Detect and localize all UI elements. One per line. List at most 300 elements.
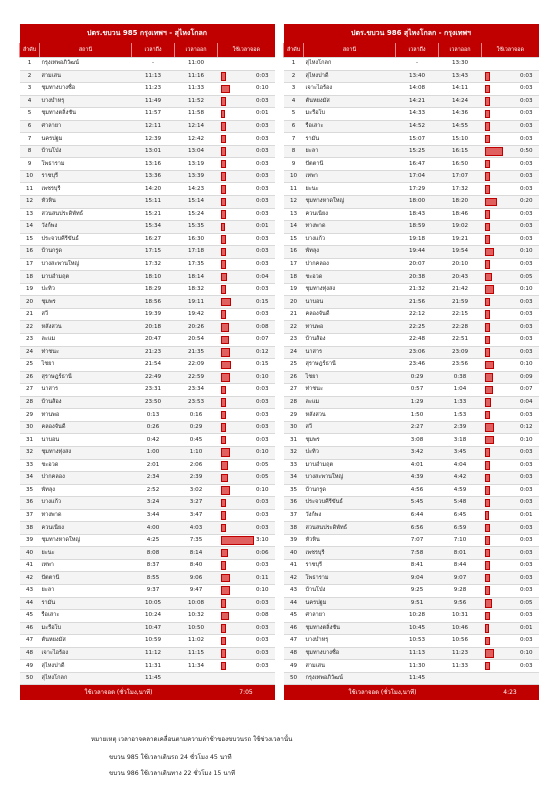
dwell-value: 0:03 [519, 85, 533, 92]
table-row [20, 635, 275, 648]
dwell-time [482, 95, 539, 108]
dwell-bar [485, 248, 494, 257]
arrival-time: 4:39 [396, 472, 439, 485]
station-name: บ้านกรูด [40, 246, 132, 259]
table-row [20, 120, 275, 133]
row-number: 6 [20, 120, 40, 133]
departure-time: 0:45 [175, 434, 218, 447]
arrival-time: 3:24 [132, 497, 175, 510]
station-name: พัทลุง [304, 246, 396, 259]
row-number: 12 [20, 196, 40, 209]
dwell-value: 0:03 [519, 135, 533, 142]
row-number: 42 [20, 572, 40, 585]
station-name: คลองจันดี [40, 421, 132, 434]
dwell-time [218, 308, 275, 321]
arrival-time: 10:28 [396, 610, 439, 623]
dwell-value: 0:10 [519, 649, 533, 656]
row-number: 8 [284, 145, 304, 158]
dwell-value: 0:09 [519, 373, 533, 380]
arrival-time: 12:11 [132, 120, 175, 133]
row-number: 36 [284, 497, 304, 510]
row-number: 18 [284, 271, 304, 284]
row-number: 30 [20, 421, 40, 434]
dwell-time [218, 522, 275, 535]
table-row [284, 58, 539, 71]
table-row [20, 672, 275, 685]
table-row [20, 396, 275, 409]
dwell-bar [221, 386, 227, 395]
dwell-value: 0:03 [519, 336, 533, 343]
departure-time: 23:56 [439, 359, 482, 372]
departure-time: 8:40 [175, 559, 218, 572]
dwell-time [482, 497, 539, 510]
station-name: มะรือโบ [40, 622, 132, 635]
dwell-bar [485, 574, 491, 583]
station-name: ปะทิว [40, 283, 132, 296]
row-number: 41 [284, 559, 304, 572]
station-name: รือเสาะ [304, 120, 396, 133]
dwell-time [218, 459, 275, 472]
station-name: ปากคลอง [40, 472, 132, 485]
row-number: 22 [284, 321, 304, 334]
table-row [284, 246, 539, 259]
arrival-time: 15:21 [132, 208, 175, 221]
dwell-time [482, 622, 539, 635]
arrival-time: 22:48 [396, 334, 439, 347]
station-name: รามัน [304, 133, 396, 146]
row-number: 13 [284, 208, 304, 221]
dwell-time [482, 660, 539, 673]
row-number: 1 [20, 58, 40, 71]
station-name: ยะนะ [40, 547, 132, 560]
departure-time: 23:34 [175, 384, 218, 397]
travel-time-985: ขบวน 985 ใช้เวลาเดินรถ 24 ชั่วโมง 45 นาที [109, 754, 232, 761]
departure-time: 10:32 [175, 610, 218, 623]
row-number: 15 [284, 233, 304, 246]
arrival-time: 14:08 [396, 83, 439, 96]
dwell-value: 0:03 [519, 97, 533, 104]
dwell-time [482, 409, 539, 422]
departure-time: 13:19 [175, 158, 218, 171]
dwell-value: 0:50 [519, 148, 533, 155]
station-name: ละแม [40, 334, 132, 347]
dwell-value: 0:03 [519, 587, 533, 594]
table-row [284, 208, 539, 221]
departure-time: 0:29 [175, 421, 218, 434]
row-number: 34 [284, 472, 304, 485]
departure-time: 11:02 [175, 635, 218, 648]
row-number: 1 [284, 58, 304, 71]
departure-time: 8:44 [439, 559, 482, 572]
dwell-time [482, 120, 539, 133]
table-row [20, 158, 275, 171]
dwell-value: 0:03 [255, 436, 269, 443]
row-number: 14 [20, 221, 40, 234]
arrival-time: 19:39 [132, 308, 175, 321]
dwell-bar [485, 448, 491, 457]
dwell-time [218, 484, 275, 497]
dwell-time [218, 421, 275, 434]
dwell-bar [485, 235, 491, 244]
dwell-time [218, 446, 275, 459]
row-number: 18 [20, 271, 40, 284]
dwell-value: 0:01 [519, 624, 533, 631]
table-row [20, 559, 275, 572]
station-name: หลังสวน [304, 409, 396, 422]
dwell-bar [485, 524, 491, 533]
station-name: พัทลุง [40, 484, 132, 497]
arrival-time: 8:37 [132, 559, 175, 572]
station-name: สุราษฎร์ธานี [304, 359, 396, 372]
dwell-time [218, 584, 275, 597]
dwell-value: 0:03 [519, 210, 533, 217]
dwell-time [482, 133, 539, 146]
dwell-time [218, 120, 275, 133]
table-row [20, 233, 275, 246]
station-name: ราชบุรี [304, 559, 396, 572]
dwell-value: 0:03 [255, 399, 269, 406]
dwell-bar [485, 411, 491, 420]
station-name: เทพา [304, 170, 396, 183]
dwell-time [482, 170, 539, 183]
dwell-value: 0:01 [519, 511, 533, 518]
dwell-value: 0:03 [255, 248, 269, 255]
arrival-time: 8:08 [132, 547, 175, 560]
row-number: 12 [284, 196, 304, 209]
row-number: 22 [20, 321, 40, 334]
dwell-bar [485, 160, 491, 169]
station-name: หลังสวน [40, 321, 132, 334]
column-header-arrive: เวลาถึง [396, 43, 439, 58]
station-name: ราชบุรี [40, 170, 132, 183]
table-row [20, 258, 275, 271]
station-name: ชุมทางหาดใหญ่ [304, 196, 396, 209]
table-row [284, 547, 539, 560]
station-name: สุไหงปาดี [304, 70, 396, 83]
row-number: 38 [284, 522, 304, 535]
arrival-time: 14:52 [396, 120, 439, 133]
dwell-time [218, 434, 275, 447]
station-name: ทานพอ [40, 409, 132, 422]
station-name: ปัตตานี [40, 572, 132, 585]
dwell-bar [485, 461, 491, 470]
row-number: 45 [20, 610, 40, 623]
dwell-bar [221, 210, 227, 219]
station-name: ชุมทางหาดใหญ่ [40, 534, 132, 547]
schedule-table-986 [283, 24, 539, 700]
arrival-time: 23:06 [396, 346, 439, 359]
dwell-time [482, 183, 539, 196]
station-name: ตันหยงมัส [40, 635, 132, 648]
table-row [284, 497, 539, 510]
arrival-time: 18:43 [396, 208, 439, 221]
departure-time: 23:09 [439, 346, 482, 359]
arrival-time: 19:18 [396, 233, 439, 246]
station-name: ท่าชนะ [304, 384, 396, 397]
dwell-bar [485, 649, 494, 658]
dwell-value: 0:03 [519, 486, 533, 493]
dwell-value: 0:10 [255, 449, 269, 456]
departure-time: 15:35 [175, 221, 218, 234]
station-name: เทพา [40, 559, 132, 572]
station-name: เจาะไอร้อง [304, 83, 396, 96]
dwell-bar [221, 436, 227, 445]
dwell-time [218, 371, 275, 384]
departure-time: 3:27 [175, 497, 218, 510]
row-number: 38 [20, 522, 40, 535]
dwell-value: 0:03 [519, 123, 533, 129]
table-row [20, 522, 275, 535]
column-header-station: สถานี [304, 43, 396, 58]
arrival-time: 8:41 [396, 559, 439, 572]
table-row [284, 522, 539, 535]
dwell-time [482, 446, 539, 459]
departure-time: 2:06 [175, 459, 218, 472]
dwell-time [482, 459, 539, 472]
station-name: ชุมทางบางซื่อ [40, 83, 132, 96]
departure-time: 19:54 [439, 246, 482, 259]
arrival-time: 15:07 [396, 133, 439, 146]
station-name: สุไหงโกลก [40, 672, 132, 685]
row-number: 13 [20, 208, 40, 221]
table-row [284, 534, 539, 547]
row-number: 43 [20, 584, 40, 597]
table-row [20, 371, 275, 384]
departure-time: 20:54 [175, 334, 218, 347]
arrival-time: 4:00 [132, 522, 175, 535]
departure-time: 15:14 [175, 196, 218, 209]
station-name: ทางพาด [40, 509, 132, 522]
dwell-bar [485, 474, 491, 483]
dwell-time [482, 584, 539, 597]
dwell-bar [221, 235, 227, 244]
departure-time: 8:14 [175, 547, 218, 560]
departure-time: 18:46 [439, 208, 482, 221]
arrival-time: 10:45 [396, 622, 439, 635]
dwell-bar [485, 273, 492, 282]
dwell-value: 0:05 [519, 273, 533, 280]
station-name: วังก์พง [40, 221, 132, 234]
departure-time: 13:04 [175, 145, 218, 158]
dwell-value: 0:10 [519, 436, 533, 443]
departure-time: 11:33 [175, 83, 218, 96]
dwell-bar [485, 323, 491, 332]
dwell-bar [221, 536, 255, 545]
station-name: กรุงเทพอภิวัฒน์ [304, 672, 396, 685]
departure-time: 16:15 [439, 145, 482, 158]
departure-time: 19:02 [439, 221, 482, 234]
dwell-bar [485, 348, 491, 357]
dwell-time [482, 308, 539, 321]
dwell-bar [485, 386, 493, 395]
departure-time: 9:06 [175, 572, 218, 585]
station-name: นาสาร [40, 384, 132, 397]
row-number: 4 [284, 95, 304, 108]
dwell-bar [485, 612, 491, 621]
dwell-time [482, 547, 539, 560]
row-number: 10 [284, 170, 304, 183]
dwell-value: 0:03 [255, 424, 269, 431]
arrival-time: 17:32 [132, 258, 175, 271]
station-name: ทางพาด [304, 221, 396, 234]
arrival-time: 22:25 [396, 321, 439, 334]
dwell-time [482, 321, 539, 334]
dwell-time [218, 472, 275, 485]
arrival-time: 22:12 [396, 308, 439, 321]
dwell-bar [485, 198, 497, 207]
table-row [284, 409, 539, 422]
dwell-value: 0:07 [255, 336, 269, 343]
row-number: 50 [20, 672, 40, 685]
dwell-time [482, 359, 539, 372]
dwell-time [218, 572, 275, 585]
dwell-value: 0:10 [255, 85, 269, 92]
departure-time: 9:07 [439, 572, 482, 585]
station-name: นาสาร [304, 346, 396, 359]
table-row [284, 83, 539, 96]
dwell-value: 0:12 [519, 424, 533, 431]
dwell-time [482, 559, 539, 572]
dwell-value: 0:03 [255, 649, 269, 656]
dwell-value: 0:10 [519, 361, 533, 368]
table-row [20, 170, 275, 183]
dwell-value: 0:03 [519, 537, 533, 544]
dwell-value: 0:04 [519, 399, 533, 406]
arrival-time: 23:46 [396, 359, 439, 372]
dwell-time [218, 196, 275, 209]
dwell-value: 0:03 [255, 173, 269, 180]
dwell-time [482, 421, 539, 434]
departure-time: 1:53 [439, 409, 482, 422]
station-name: หัวหิน [304, 534, 396, 547]
row-number: 37 [20, 509, 40, 522]
row-number: 21 [20, 308, 40, 321]
dwell-time [218, 183, 275, 196]
dwell-value: 0:03 [255, 524, 269, 531]
departure-time: 11:16 [175, 70, 218, 83]
departure-time: 9:56 [439, 597, 482, 610]
dwell-value: 0:03 [255, 148, 269, 155]
arrival-time: 0:29 [396, 371, 439, 384]
dwell-bar [221, 461, 228, 470]
row-number: 46 [284, 622, 304, 635]
arrival-time: 21:32 [396, 283, 439, 296]
row-number: 19 [20, 283, 40, 296]
dwell-time [218, 409, 275, 422]
dwell-time [218, 321, 275, 334]
row-number: 31 [284, 434, 304, 447]
row-number: 15 [20, 233, 40, 246]
dwell-value: 0:03 [519, 474, 533, 481]
station-name: บางบำหรุ [40, 95, 132, 108]
station-name: บ้านส้อง [40, 396, 132, 409]
departure-time: 13:43 [439, 70, 482, 83]
departure-time: 22:51 [439, 334, 482, 347]
dwell-bar [221, 574, 231, 583]
arrival-time: 13:01 [132, 145, 175, 158]
arrival-time: 4:25 [132, 534, 175, 547]
departure-time: 14:55 [439, 120, 482, 133]
arrival-time: 10:05 [132, 597, 175, 610]
arrival-time: 10:47 [132, 622, 175, 635]
table-row [20, 484, 275, 497]
departure-time: 4:59 [439, 484, 482, 497]
dwell-time [482, 597, 539, 610]
table-row [20, 584, 275, 597]
table-row [284, 70, 539, 83]
arrival-time: 11:45 [132, 672, 175, 685]
table-row [284, 321, 539, 334]
station-name: ศาลายา [304, 610, 396, 623]
table-row [284, 484, 539, 497]
departure-time: 10:50 [175, 622, 218, 635]
departure-time: 2:39 [175, 472, 218, 485]
dwell-value: 0:03 [519, 223, 533, 230]
dwell-time [482, 233, 539, 246]
dwell-value: 0:10 [519, 286, 533, 293]
station-name: ชะอวด [304, 271, 396, 284]
table-row [284, 334, 539, 347]
station-name: มาบอำมฤต [304, 459, 396, 472]
arrival-time: 1:29 [396, 396, 439, 409]
dwell-time [482, 635, 539, 648]
station-name: บางบำหรุ [304, 635, 396, 648]
table-row [284, 170, 539, 183]
table-row [284, 384, 539, 397]
arrival-time: 2:01 [132, 459, 175, 472]
station-name: มาบอำมฤต [40, 271, 132, 284]
station-name: นครปฐม [40, 133, 132, 146]
dwell-time [482, 647, 539, 660]
row-number: 50 [284, 672, 304, 685]
arrival-time: 17:15 [132, 246, 175, 259]
row-number: 35 [284, 484, 304, 497]
dwell-time [218, 534, 275, 547]
dwell-bar [221, 185, 227, 194]
station-name: นาบอน [304, 296, 396, 309]
row-number: 3 [20, 83, 40, 96]
row-number: 48 [284, 647, 304, 660]
dwell-value: 0:10 [519, 248, 533, 255]
arrival-time: 6:44 [396, 509, 439, 522]
departure-time: 1:04 [439, 384, 482, 397]
departure-time: 14:11 [439, 83, 482, 96]
departure-time: 22:28 [439, 321, 482, 334]
dwell-value: 0:03 [519, 461, 533, 468]
arrival-time: 21:56 [396, 296, 439, 309]
dwell-time [218, 233, 275, 246]
station-name: นครปฐม [304, 597, 396, 610]
dwell-bar [221, 624, 227, 633]
row-number: 11 [284, 183, 304, 196]
dwell-bar [485, 110, 491, 119]
arrival-time: 12:39 [132, 133, 175, 146]
dwell-time [482, 83, 539, 96]
table-body [20, 58, 275, 685]
table-row [284, 635, 539, 648]
row-number: 6 [284, 120, 304, 133]
dwell-time [482, 384, 539, 397]
dwell-value: 0:03 [519, 411, 533, 418]
dwell-time [218, 359, 275, 372]
dwell-value: 0:03 [255, 210, 269, 217]
column-header-dwell: ใช้เวลาจอด [218, 43, 275, 58]
dwell-time [482, 221, 539, 234]
departure-time: 1:10 [175, 446, 218, 459]
footer-label: ใช้เวลาจอด (ชั่วโมง,นาที) [20, 685, 218, 701]
dwell-bar [485, 285, 494, 294]
arrival-time: 11:12 [132, 647, 175, 660]
